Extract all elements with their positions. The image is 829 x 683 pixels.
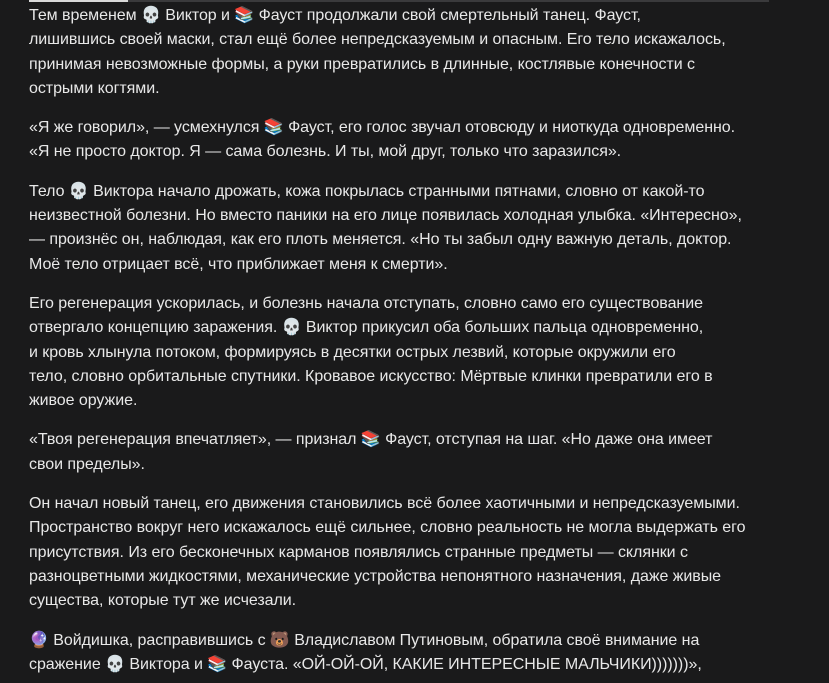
text-line: принимая невозможные формы, а руки превратились в длинные, костлявые конечности с — [29, 55, 695, 73]
story-text — [29, 4, 774, 677]
paragraph — [29, 180, 774, 277]
text-line: 🔮 Войдишка, расправившись с 🐻 Владиславом Путиновым, обратила своё внимание на — [29, 631, 700, 649]
paragraph — [29, 116, 774, 165]
text-line: сражение 💀 Виктора и 📚 Фауста. «ОЙ-ОЙ-ОЙ, КАКИЕ ИНТЕРЕСНЫЕ МАЛЬЧИКИ)))))))», — [29, 655, 702, 673]
text-line: Его регенерация ускорилась, и болезнь начала отступать, словно само его существование — [29, 294, 703, 312]
text-line: Пространство вокруг него искажалось ещё сильнее, словно реальность не могла выдержать его — [29, 519, 746, 537]
paragraph — [29, 292, 774, 413]
top-divider — [29, 0, 769, 2]
text-line: Моё тело отрицает всё, что приближает меня к смерти». — [29, 255, 448, 273]
text-line: лишившись своей маски, стал ещё более непредсказуемым и опасным. Его тело искажалось, — [29, 31, 726, 49]
text-line: присутствия. Из его бесконечных карманов появлялись странные предметы — склянки с — [29, 543, 688, 561]
text-line: «Я же говорил», — усмехнулся 📚 Фауст, его голос звучал отовсюду и ниоткуда одновременно. — [29, 119, 736, 137]
text-line: «Твоя регенерация впечатляет», — признал 📚 Фауст, отступая на шаг. «Но даже она имеет — [29, 431, 713, 449]
paragraph — [29, 629, 774, 678]
paragraph — [29, 4, 774, 101]
text-line: неизвестной болезни. Но вместо паники на его лице появилась холодная улыбка. «Интересно», — [29, 207, 742, 225]
text-line: острыми когтями. — [29, 79, 160, 97]
text-line: «Я не просто доктор. Я — сама болезнь. И ты, мой друг, только что заразился». — [29, 143, 622, 161]
text-line: Тело 💀 Виктора начало дрожать, кожа покрылась странными пятнами, словно от какой-то — [29, 182, 705, 200]
text-line: разноцветными жидкостями, механические устройства непонятного назначения, даже живые — [29, 567, 722, 585]
text-line: Он начал новый танец, его движения становились всё более хаотичными и непредсказуемыми. — [29, 495, 740, 513]
text-line: тело, словно орбитальные спутники. Кровавое искусство: Мёртвые клинки превратили его в — [29, 367, 713, 385]
text-line: свои пределы». — [29, 455, 145, 473]
text-line: живое оружие. — [29, 392, 138, 410]
paragraph — [29, 428, 774, 477]
text-line: — произнёс он, наблюдая, как его плоть меняется. «Но ты забыл одну важную деталь, доктор. — [29, 231, 732, 249]
paragraph — [29, 492, 774, 613]
text-line: существа, которые тут же исчезали. — [29, 592, 297, 610]
text-line: Тем временем 💀 Виктор и 📚 Фауст продолжали свой смертельный танец. Фауст, — [29, 7, 641, 24]
text-line: и кровь хлынула потоком, формируясь в десятки острых лезвий, которые окружили его — [29, 343, 676, 361]
top-divider-highlight — [29, 0, 128, 2]
text-line: отвергало концепцию заражения. 💀 Виктор прикусил оба больших пальца одновременно, — [29, 319, 704, 337]
